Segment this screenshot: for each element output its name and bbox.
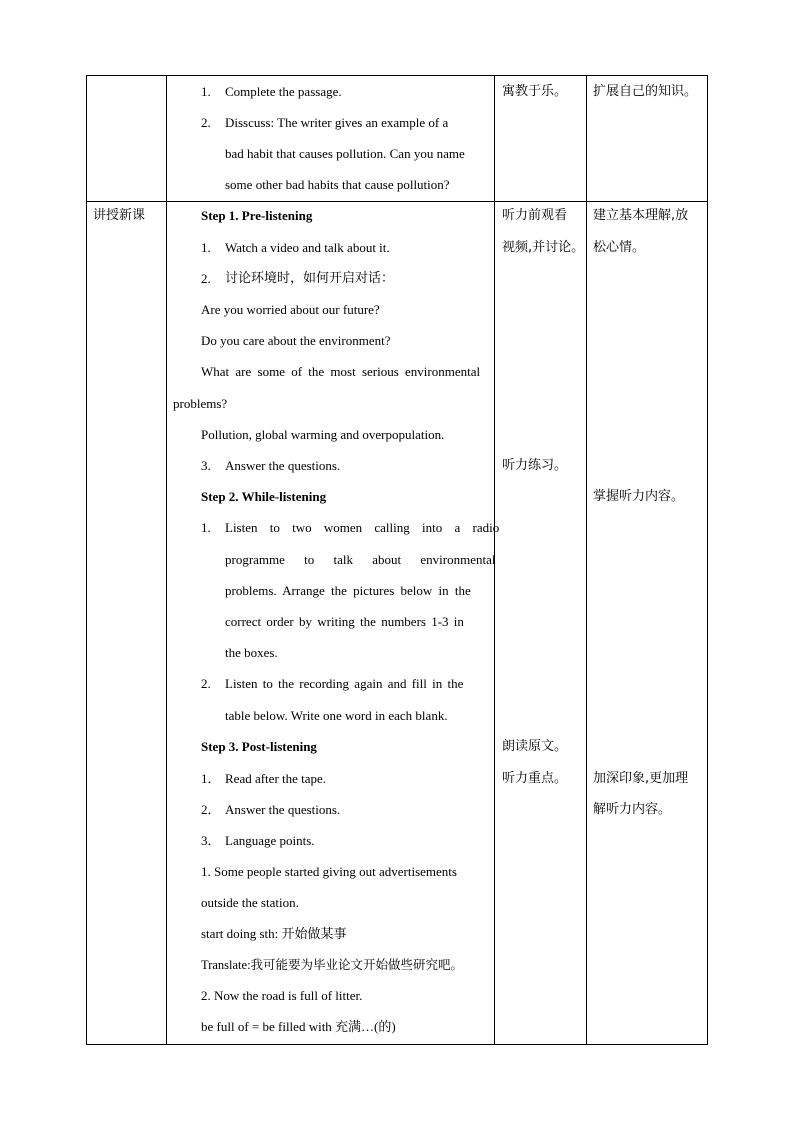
purpose-text: 加深印象,更加理 [593,771,689,786]
step1-item-num: 1. [201,240,211,255]
row1-item-num: 1. [201,84,211,99]
step1-item-text: Answer the questions. [225,458,341,473]
step1-item-text: 讨论环境时，如何开启对话： [225,271,395,286]
activity-text: 朗读原文。 [502,739,568,754]
row1-item-num: 2. [201,115,211,130]
activity-text: 听力前观看 [502,208,568,223]
translate-task: Translate:我可能要为毕业论文开始做些研究吧。 [201,958,464,972]
purpose-text: 松心情。 [593,240,646,255]
language-phrase: start doing sth: 开始做某事 [201,926,347,941]
question-line: problems? [173,396,228,411]
row-divider [87,201,707,202]
row1-item-text: Disscuss: The writer gives an example of a [225,115,449,130]
step3-heading: Step 3. Post-listening [201,739,317,754]
section-label: 讲授新课 [93,208,146,223]
step2-item-text: Listen to the recording again and fill in the [225,676,464,691]
step2-item-text: the boxes. [225,645,278,660]
activity-text: 听力练习。 [502,458,568,473]
language-point: 1. Some people started giving out advertisements [201,864,457,879]
step2-item-text: table below. Write one word in each blank. [225,708,448,723]
question-line: Do you care about the environment? [201,333,391,348]
step3-item-text: Read after the tape. [225,771,327,786]
row1-item-text: Complete the passage. [225,84,342,99]
row1-item-text: bad habit that causes pollution. Can you name [225,146,465,161]
step2-item-text: problems. Arrange the pictures below in the [225,583,471,598]
step1-item-num: 2. [201,271,211,286]
step2-item-text: correct order by writing the numbers 1-3 in [225,614,464,629]
language-point: outside the station. [201,895,299,910]
question-text: What are some of the most serious environmental [201,364,481,379]
step3-item-text: Answer the questions. [225,802,341,817]
activity-text: 视频,并讨论。 [502,240,585,255]
step1-item-text: Watch a video and talk about it. [225,240,390,255]
step2-item-num: 2. [201,676,211,691]
language-point: 2. Now the road is full of litter. [201,988,363,1003]
column-divider-3 [586,76,587,1044]
row1-purpose: 扩展自己的知识。 [593,84,698,99]
step3-item-text: Language points. [225,833,315,848]
row1-activity: 寓教于乐。 [502,84,568,99]
purpose-text: 解听力内容。 [593,802,672,817]
purpose-text: 建立基本理解,放 [593,208,689,223]
language-phrase: be full of = be filled with 充满…(的) [201,1019,396,1034]
step2-heading: Step 2. While-listening [201,489,327,504]
step2-item-text: Listen to two women calling into a radio [225,520,500,535]
answer-line: Pollution, global warming and overpopulation. [201,427,445,442]
question-line: Are you worried about our future? [201,302,380,317]
row1-item-text: some other bad habits that cause pollution? [225,177,450,192]
step1-item-num: 3. [201,458,211,473]
question-line [201,364,487,380]
activity-text: 听力重点。 [502,771,568,786]
step2-item-num: 1. [201,520,211,535]
step3-item-num: 2． [201,802,221,817]
column-divider-1 [166,76,167,1044]
step3-item-num: 3． [201,833,221,848]
purpose-text: 掌握听力内容。 [593,489,685,504]
step1-heading: Step 1. Pre-listening [201,208,313,223]
step3-item-num: 1． [201,771,221,786]
step2-item-text: programme to talk about environmental [225,552,496,567]
